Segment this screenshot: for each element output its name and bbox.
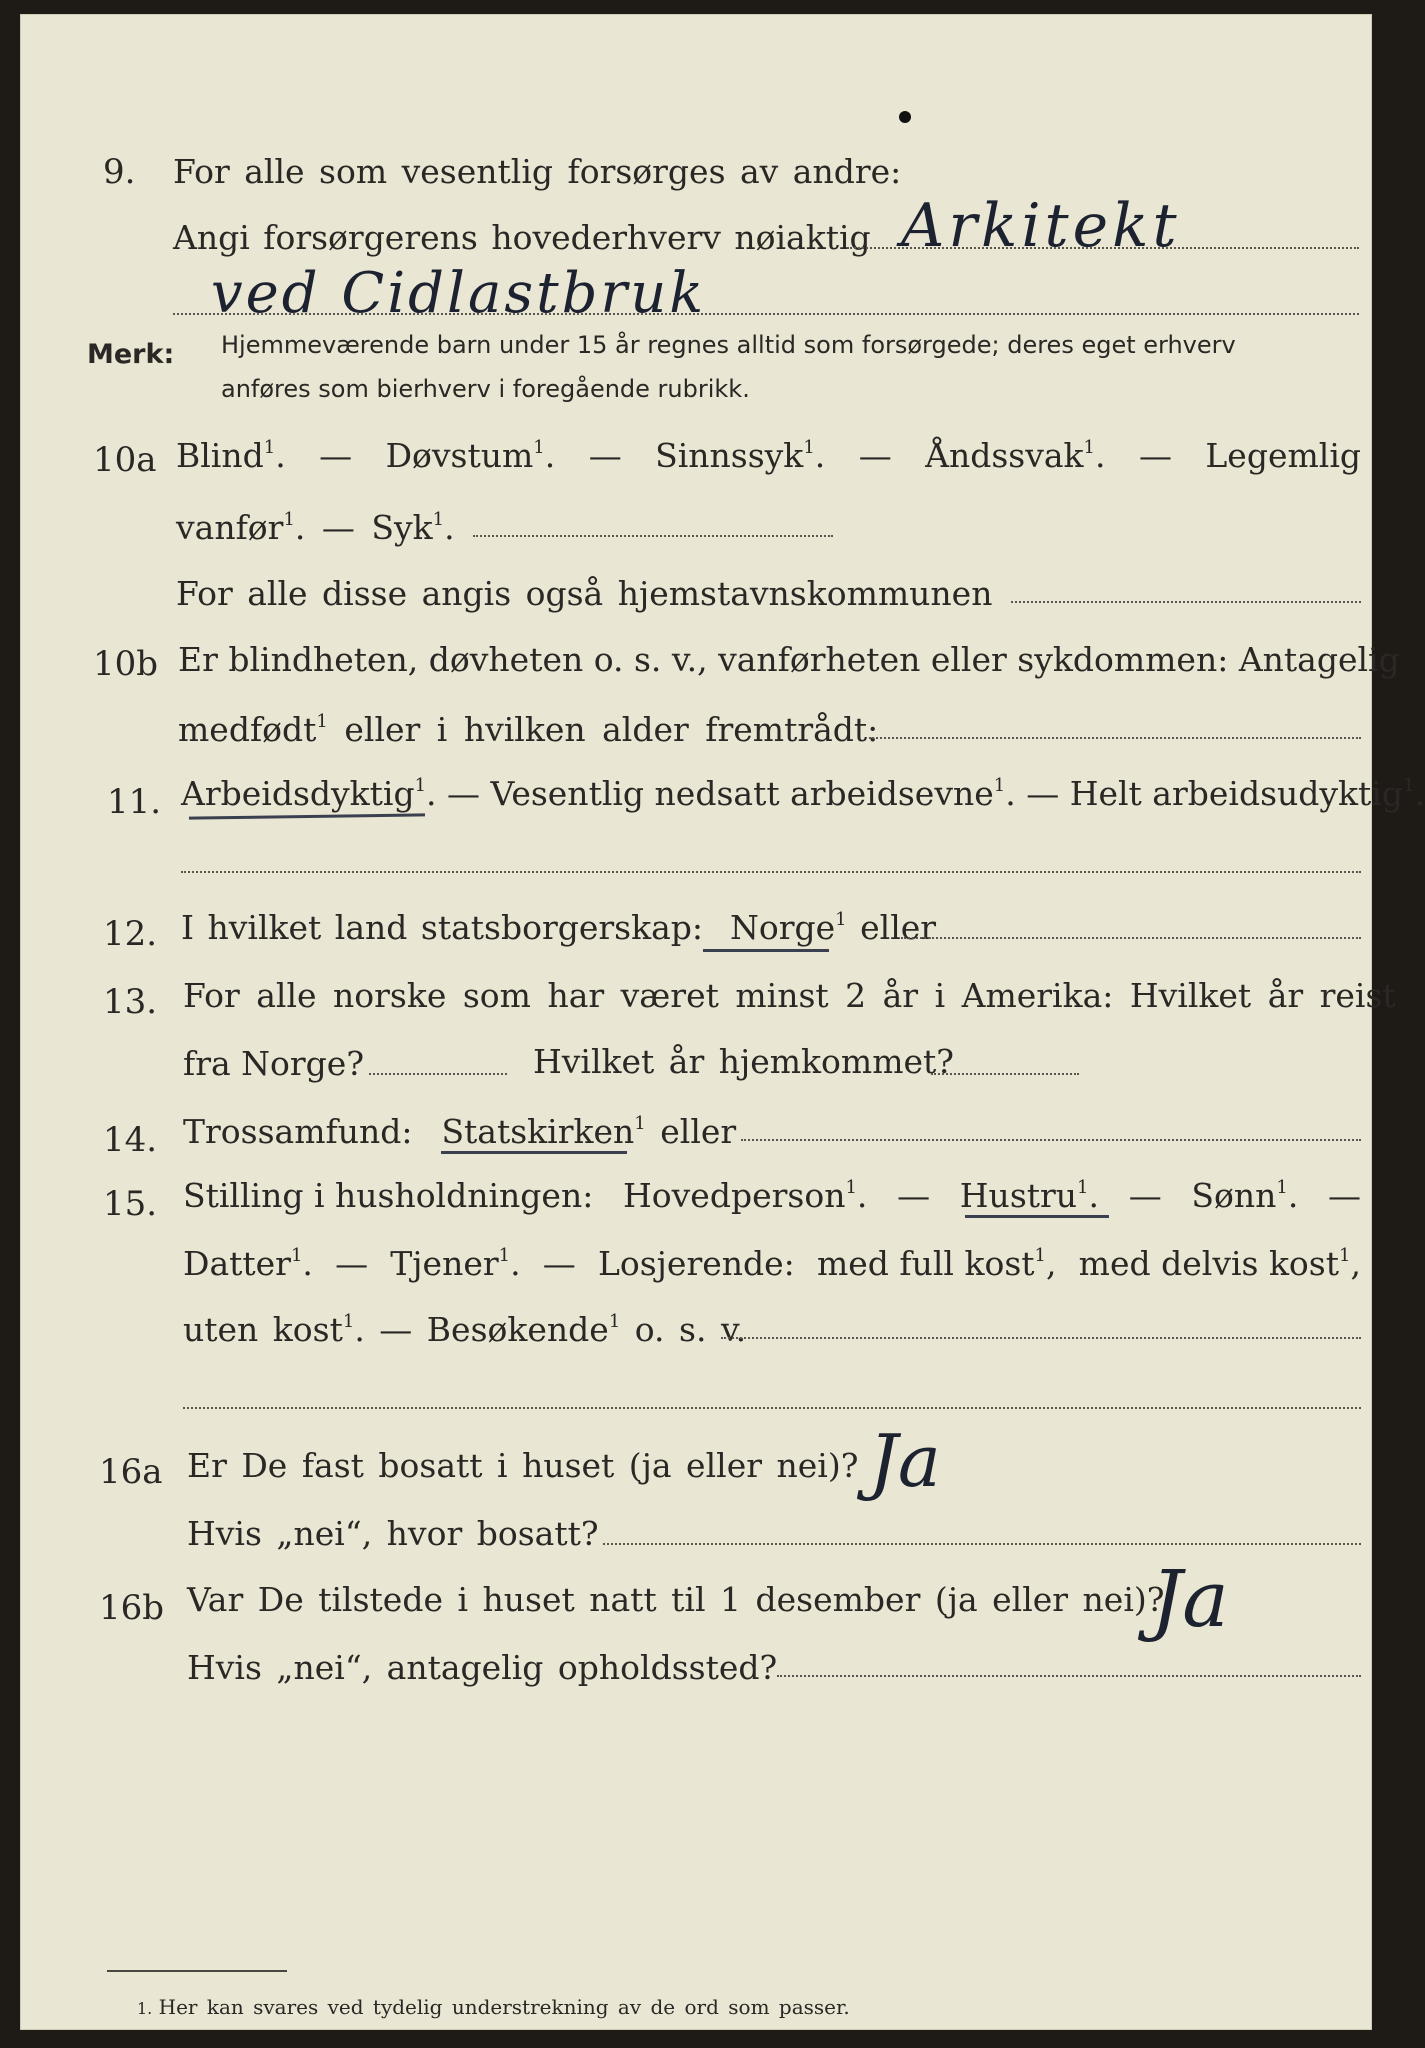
- q11-underline-mark: [189, 813, 425, 819]
- merk-line1: Hjemmeværende barn under 15 år regnes alltid som forsørgede; deres eget erhverv: [221, 331, 1236, 359]
- q10a-line1: [176, 436, 1361, 475]
- footnote: [137, 1995, 850, 2019]
- q14-dots: [741, 1139, 1361, 1141]
- q10a-line3-dots: [1011, 601, 1361, 603]
- q15-answer-line: [183, 1407, 1361, 1409]
- q13-number: 13.: [103, 982, 158, 1022]
- q15-dots: [721, 1337, 1361, 1339]
- q10a-line3: For alle disse angis også hjemstavnskommunen: [176, 574, 993, 613]
- q13-line2-a: fra Norge?: [183, 1044, 365, 1083]
- q9-answer-part1: Arkitekt: [901, 191, 1181, 261]
- q16a-number: 16a: [99, 1452, 163, 1492]
- q12-number: 12.: [103, 914, 158, 954]
- q11-line: Arbeidsdyktig$^1$. — Vesentlig nedsatt arbeidsevne$^1$. — Helt arbeidsudyktig$^1$.: [181, 774, 1425, 813]
- q10a-sinnssyk: Sinnssyk$^1$.: [655, 436, 826, 475]
- q16a-dots: [603, 1543, 1361, 1545]
- merk-line2: anføres som bierhverv i foregående rubrikk.: [221, 375, 750, 403]
- q13-dots-a: [369, 1073, 507, 1075]
- q10a-number: 10a: [93, 440, 157, 480]
- q10a-line2-dots: [473, 535, 833, 537]
- q11-number: 11.: [107, 782, 162, 822]
- q15-underline-mark: [965, 1215, 1109, 1218]
- footnote-number: 1.: [137, 1999, 153, 2018]
- q10a-dash: —: [858, 436, 892, 475]
- q10a-dash: —: [1138, 436, 1172, 475]
- q13-line2-b: Hvilket år hjemkommet?: [533, 1042, 954, 1081]
- q11-answer-line: [181, 871, 1361, 873]
- q9-line1: For alle som vesentlig forsørges av andre:: [173, 152, 902, 191]
- q10a-dash: —: [319, 436, 353, 475]
- q16a-line1: Er De fast bosatt i huset (ja eller nei)?: [187, 1446, 859, 1485]
- q10b-line2-dots: [869, 737, 1361, 739]
- q10a-andssvak: Åndssvak$^1$.: [925, 436, 1106, 475]
- q10a-dash: —: [588, 436, 622, 475]
- q9-line2: Angi forsørgerens hovederhverv nøiaktig: [173, 218, 871, 257]
- q16a-answer: Ja: [869, 1419, 941, 1503]
- q15-line2: Datter$^1$. — Tjener$^1$. — Losjerende: med full kost$^1$, med delvis kost$^1$,: [183, 1244, 1361, 1283]
- census-form-page: [20, 14, 1425, 2030]
- q14-line: Trossamfund: Statskirken$^1$ eller: [183, 1112, 737, 1151]
- q9-number: 9.: [103, 152, 136, 192]
- q10a-dovstum: Døvstum$^1$.: [385, 436, 556, 475]
- q16a-line2: Hvis „nei“, hvor bosatt?: [187, 1514, 599, 1553]
- q15-line3: uten kost$^1$. — Besøkende$^1$ o. s. v.: [183, 1310, 747, 1349]
- q13-dots-b: [931, 1073, 1079, 1075]
- q12-dots: [901, 937, 1361, 939]
- q16b-dots: [777, 1675, 1361, 1677]
- q14-number: 14.: [103, 1120, 158, 1160]
- q16b-line1: Var De tilstede i huset natt til 1 desember (ja eller nei)?: [187, 1580, 1165, 1619]
- q14-underline-mark: [441, 1151, 627, 1154]
- q10b-line1: Er blindheten, døvheten o. s. v., vanførheten eller sykdommen: Antagelig: [178, 640, 1400, 679]
- footnote-text: Her kan svares ved tydelig understrekning av de ord som passer.: [158, 1995, 850, 2019]
- q12-line: I hvilket land statsborgerskap: Norge$^1$ eller: [181, 908, 937, 947]
- q10a-legemlig: Legemlig: [1205, 436, 1361, 475]
- q16b-number: 16b: [99, 1588, 165, 1628]
- ink-dot: [899, 111, 911, 123]
- q13-line1: For alle norske som har været minst 2 år i Amerika: Hvilket år reist: [183, 976, 1396, 1015]
- q9-answer-part2: ved Cidlastbruk: [211, 261, 707, 326]
- q16b-answer: Ja: [1151, 1555, 1229, 1645]
- q10b-number: 10b: [93, 644, 159, 684]
- q15-line1: Stilling i husholdningen: Hovedperson$^1$. — Hustru$^1$. — Sønn$^1$. —: [183, 1176, 1361, 1215]
- footnote-rule: [107, 1970, 287, 1972]
- q10a-line2: vanfør$^1$. — Syk$^1$.: [176, 508, 455, 547]
- q10a-blind: Blind$^1$.: [176, 436, 286, 475]
- q16b-line2: Hvis „nei“, antagelig opholdssted?: [187, 1648, 778, 1687]
- q10b-line2: medfødt$^1$ eller i hvilken alder fremtrådt:: [178, 710, 879, 749]
- q12-underline-mark: [703, 949, 829, 952]
- merk-label: Merk:: [87, 339, 175, 370]
- q15-number: 15.: [103, 1184, 158, 1224]
